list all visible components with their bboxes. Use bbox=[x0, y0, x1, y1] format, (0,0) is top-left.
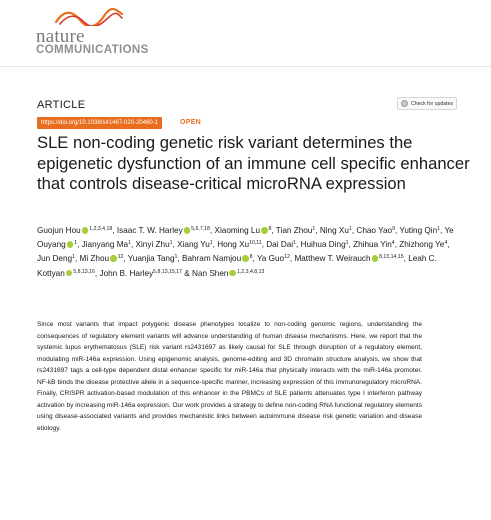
author-name: Xiang Yu bbox=[177, 240, 210, 250]
author-separator: , bbox=[394, 226, 400, 235]
author-name: Zhizhong Ye bbox=[399, 240, 445, 250]
check-updates-label: Check for updates bbox=[411, 100, 454, 107]
doi-link[interactable]: https://doi.org/10.1038/s41467-020-20460-1 bbox=[37, 117, 162, 129]
author-name: Zhihua Yin bbox=[353, 240, 392, 250]
header-divider bbox=[0, 66, 491, 67]
author-separator: , bbox=[123, 254, 128, 264]
author-name: Dai Dai bbox=[266, 240, 294, 250]
author-name: Xiaoming Lu bbox=[214, 226, 260, 235]
author-affiliation: 5,6,7,18 bbox=[191, 226, 210, 232]
orcid-icon[interactable] bbox=[184, 227, 191, 234]
author-affiliation: 4 bbox=[444, 240, 448, 247]
author-affiliation: 8 bbox=[249, 254, 253, 261]
journal-logo bbox=[36, 8, 196, 56]
author-item bbox=[192, 269, 264, 278]
wave-logo-icon bbox=[54, 8, 124, 26]
author-affiliation: 1,2,3,4,18 bbox=[89, 226, 113, 232]
author-separator: , bbox=[447, 240, 450, 250]
wave-red-icon bbox=[60, 13, 122, 26]
orcid-icon[interactable] bbox=[82, 227, 89, 234]
orcid-icon[interactable] bbox=[67, 241, 74, 248]
author-item bbox=[294, 254, 408, 263]
author-item bbox=[356, 226, 399, 235]
author-separator: , bbox=[209, 226, 215, 235]
open-access-label: OPEN bbox=[180, 119, 202, 126]
author-item bbox=[399, 240, 449, 249]
author-name: Isaac T. W. Harley bbox=[116, 226, 183, 235]
author-name: Xinyi Zhu bbox=[135, 240, 170, 250]
author-separator: , bbox=[177, 254, 182, 264]
author-separator: , bbox=[212, 240, 218, 250]
author-item bbox=[399, 226, 444, 235]
author-affiliation: 1 bbox=[174, 254, 178, 261]
author-item bbox=[214, 226, 275, 235]
author-separator: , bbox=[394, 240, 400, 250]
author-name: Chao Yao bbox=[356, 226, 393, 235]
check-for-updates-button[interactable] bbox=[397, 97, 457, 110]
author-name: Ye Ouyang bbox=[37, 226, 454, 250]
author-separator: , bbox=[74, 254, 80, 264]
author-separator: , bbox=[77, 240, 82, 250]
author-separator: , bbox=[172, 240, 178, 250]
author-affiliation: 5,8,13,15,17 bbox=[153, 268, 183, 275]
author-affiliation: 1 bbox=[293, 240, 297, 247]
author-affiliation: 4 bbox=[391, 240, 395, 247]
author-separator: , bbox=[440, 226, 445, 235]
author-separator: , bbox=[130, 240, 136, 250]
author-item bbox=[182, 254, 257, 263]
author-affiliation: 9 bbox=[392, 226, 395, 232]
journal-name-communications: COMMUNICATIONS bbox=[36, 44, 149, 56]
author-name: Ning Xu bbox=[319, 226, 349, 235]
author-name: Bahram Namjou bbox=[181, 254, 242, 264]
abstract-text: Since most variants that impact polygenic disease phenotypes localize to non-coding genomic regions, understanding the consequences of regulatory element variants will advance understanding of human disease mechanisms. Here, we report that the systemic lupus erythematosus (SLE) risk variant rs2431697 as likely causal for SLE through disruption of a regulatory element, modulating miR-146a expression. Using epigenomic analysis, genome-editing and 3D chromatin structure analysis, we show that rs2431697 tags a cell-type dependent distal enhancer specific for miR-146a that physically interacts with the miR-146a promoter. NF-kB binds the disease protective allele in a sequence-specific manner, increasing expression of this immunoregulatory microRNA. Finally, CRISPR activation-based modulation of this enhancer in the PBMCs of SLE patients attenuates type I interferon pathway activation by increasing miR-146a expression. Our work provides a strategy to define non-coding RNA functional regulatory elements using disease-associated variants and provides mechanistic links between autoimmune disease risk genetic variation and disease etiology. bbox=[37, 321, 422, 432]
author-affiliation: 8 bbox=[268, 226, 272, 232]
author-item bbox=[301, 240, 354, 249]
author-affiliation: 1,2,3,4,8,13 bbox=[236, 268, 265, 275]
author-affiliation: 1 bbox=[128, 240, 131, 247]
author-item bbox=[217, 240, 266, 249]
author-name: Jun Deng bbox=[37, 254, 73, 264]
author-name: Jianyang Ma bbox=[81, 240, 129, 250]
author-name: Nan Shen bbox=[192, 268, 229, 278]
author-item bbox=[117, 226, 215, 235]
author-affiliation: 5,8,13,16 bbox=[73, 268, 95, 275]
author-separator: , bbox=[296, 240, 301, 250]
author-affiliation: 1 bbox=[74, 240, 78, 247]
author-item bbox=[37, 254, 80, 263]
author-separator: , bbox=[315, 226, 320, 235]
author-item bbox=[128, 254, 182, 263]
author-list bbox=[37, 224, 457, 281]
author-separator: , bbox=[261, 240, 267, 250]
author-separator: & bbox=[182, 268, 193, 278]
author-affiliation: 1 bbox=[209, 240, 213, 247]
author-separator: , bbox=[112, 226, 117, 235]
author-name: John B. Harley bbox=[99, 268, 154, 278]
author-name: Yuanjia Tang bbox=[127, 254, 175, 264]
orcid-icon[interactable] bbox=[66, 270, 73, 277]
author-separator: , bbox=[348, 240, 354, 250]
author-name: Mi Zhou bbox=[79, 254, 110, 264]
orcid-icon[interactable] bbox=[261, 227, 268, 234]
author-name: Huihua Ding bbox=[300, 240, 346, 250]
author-item bbox=[37, 226, 117, 235]
orcid-icon[interactable] bbox=[372, 255, 379, 262]
author-name: Matthew T. Weirauch bbox=[294, 254, 371, 264]
author-name: Yuting Qin bbox=[399, 226, 438, 235]
author-name: Hong Xu bbox=[217, 240, 250, 250]
author-item bbox=[177, 240, 217, 249]
author-item bbox=[276, 226, 320, 235]
author-name: Guojun Hou bbox=[37, 226, 81, 235]
journal-name-nature: nature bbox=[36, 26, 85, 47]
author-affiliation: 1 bbox=[345, 240, 349, 247]
author-affiliation: 1 bbox=[348, 226, 352, 232]
author-separator: , bbox=[271, 226, 276, 235]
author-item bbox=[99, 269, 192, 278]
author-separator: , bbox=[403, 254, 409, 264]
article-type-label: ARTICLE bbox=[37, 99, 86, 111]
author-separator: , bbox=[351, 226, 357, 235]
check-updates-icon bbox=[401, 100, 408, 107]
author-item bbox=[320, 226, 357, 235]
author-item bbox=[136, 240, 178, 249]
article-title: SLE non-coding genetic risk variant determines the epigenetic dysfunction of an immune cell specific enhancer that controls disease-critical microRNA expression bbox=[37, 133, 470, 193]
author-affiliation: 12 bbox=[117, 254, 124, 261]
author-separator: , bbox=[289, 254, 295, 264]
author-separator: , bbox=[94, 268, 100, 278]
author-affiliation: 1 bbox=[169, 240, 173, 247]
author-name: Tian Zhou bbox=[275, 226, 313, 235]
author-name: Ya Guo bbox=[256, 254, 285, 264]
author-affiliation: 1 bbox=[312, 226, 316, 232]
author-item bbox=[266, 240, 300, 249]
author-affiliation: 1 bbox=[437, 226, 441, 232]
author-affiliation: 12 bbox=[284, 254, 290, 261]
author-separator: , bbox=[252, 254, 257, 264]
author-item bbox=[80, 254, 128, 263]
author-affiliation: 1 bbox=[72, 254, 75, 261]
author-affiliation: 10,11 bbox=[249, 240, 262, 247]
author-name: Leah C. Kottyan bbox=[37, 254, 437, 278]
author-affiliation: 8,13,14,15 bbox=[379, 254, 404, 261]
orcid-icon[interactable] bbox=[229, 270, 236, 277]
orcid-icon[interactable] bbox=[242, 255, 249, 262]
author-item bbox=[82, 240, 136, 249]
orcid-icon[interactable] bbox=[110, 255, 117, 262]
author-item bbox=[353, 240, 399, 249]
wave-orange-icon bbox=[56, 9, 122, 26]
author-item bbox=[257, 254, 295, 263]
